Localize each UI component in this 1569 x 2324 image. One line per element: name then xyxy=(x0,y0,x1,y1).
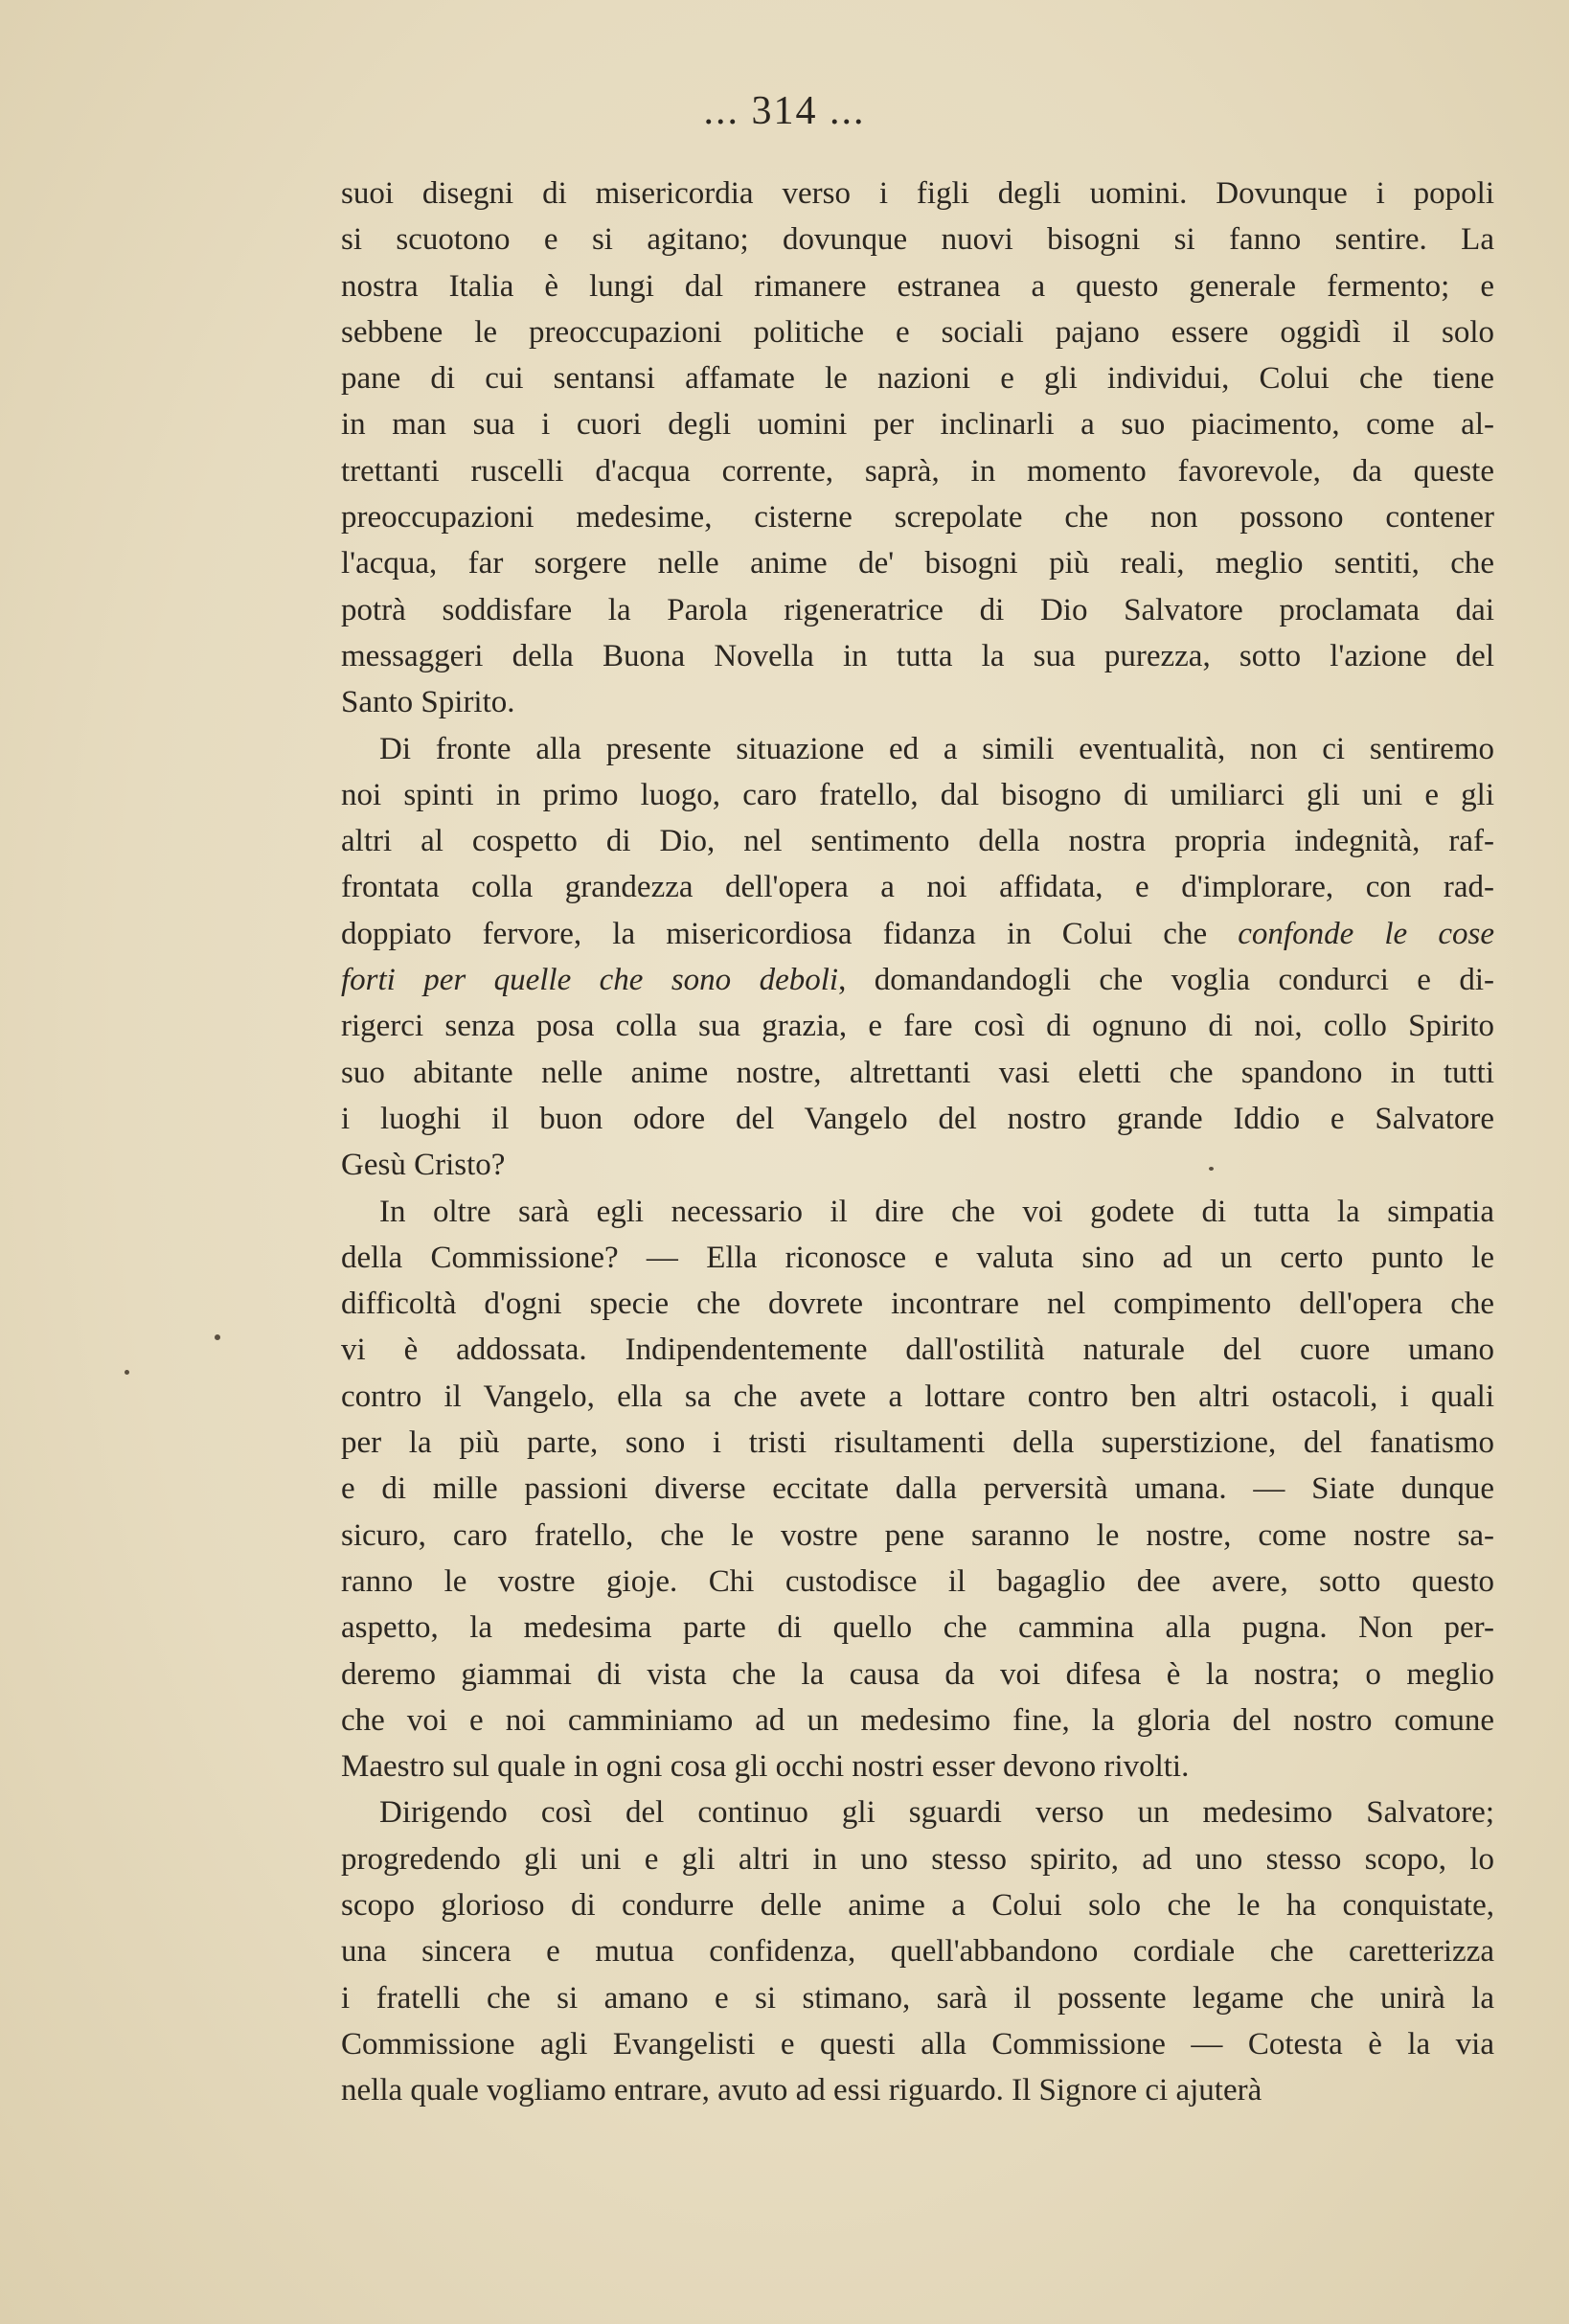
text-line: sicuro, caro fratello, che le vostre pene saranno le nostre, come nostre sa- xyxy=(341,1517,1494,1553)
text-line: nostra Italia è lungi dal rimanere estranea a questo generale fermento; e xyxy=(341,268,1494,304)
text-line: della Commissione? — Ella riconosce e valuta sino ad un certo punto le xyxy=(341,1240,1494,1275)
text-line: frontata colla grandezza dell'opera a noi affidata, e d'implorare, con rad- xyxy=(341,870,1494,905)
text-line: aspetto, la medesima parte di quello che cammina alla pugna. Non per- xyxy=(341,1610,1494,1646)
text-line: e di mille passioni diverse eccitate dalla perversità umana. — Siate dunque xyxy=(341,1471,1494,1507)
text-line: doppiato fervore, la misericordiosa fidanza in Colui che confonde le cose xyxy=(341,916,1494,951)
text-line: forti per quelle che sono deboli, domandandogli che voglia condurci e di- xyxy=(341,963,1494,998)
text-line: i luoghi il buon odore del Vangelo del nostro grande Iddio e Salvatore xyxy=(341,1101,1494,1136)
text-line: Maestro sul quale in ogni cosa gli occhi nostri esser devono rivolti. xyxy=(341,1749,1190,1785)
text-line: suoi disegni di misericordia verso i figli degli uomini. Dovunque i popoli xyxy=(341,176,1494,211)
body-text xyxy=(341,171,1494,2113)
text-line: l'acqua, far sorgere nelle anime de' bisogni più reali, meglio sentiti, che xyxy=(341,546,1494,581)
text-line: trettanti ruscelli d'acqua corrente, saprà, in momento favorevole, da queste xyxy=(341,453,1494,489)
text-line: messaggeri della Buona Novella in tutta la sua purezza, sotto l'azione del xyxy=(341,638,1494,673)
text-line: vi è addossata. Indipendentemente dall'ostilità naturale del cuore umano xyxy=(341,1333,1494,1368)
text-line: in man sua i cuori degli uomini per inclinarli a suo piacimento, come al- xyxy=(341,407,1494,443)
text-line: potrà soddisfare la Parola rigeneratrice di Dio Salvatore proclamata dai xyxy=(341,592,1494,627)
text-line: nella quale vogliamo entrare, avuto ad essi riguardo. Il Signore ci ajuterà xyxy=(341,2073,1262,2108)
text-line: difficoltà d'ogni specie che dovrete incontrare nel compimento dell'opera che xyxy=(341,1287,1494,1322)
text-line: progredendo gli uni e gli altri in uno stesso spirito, ad uno stesso scopo, lo xyxy=(341,1841,1494,1877)
text-line: che voi e noi camminiamo ad un medesimo fine, la gloria del nostro comune xyxy=(341,1702,1494,1738)
paragraph xyxy=(341,726,1494,1189)
text-line: i fratelli che si amano e si stimano, sarà il possente legame che unirà la xyxy=(341,1980,1494,2016)
text-line: si scuotono e si agitano; dovunque nuovi bisogni si fanno sentire. La xyxy=(341,222,1494,258)
text-line: preoccupazioni medesime, cisterne screpolate che non possono contener xyxy=(341,500,1494,535)
text-line: Gesù Cristo? xyxy=(341,1148,506,1183)
text-line: deremo giammai di vista che la causa da voi difesa è la nostra; o meglio xyxy=(341,1656,1494,1692)
text-line: una sincera e mutua confidenza, quell'abbandono cordiale che caretterizza xyxy=(341,1934,1494,1970)
text-line: Commissione agli Evangelisti e questi alla Commissione — Cotesta è la via xyxy=(341,2026,1494,2062)
text-line: suo abitante nelle anime nostre, altrettanti vasi eletti che spandono in tutti xyxy=(341,1055,1494,1090)
text-line: noi spinti in primo luogo, caro fratello, dal bisogno di umiliarci gli uni e gli xyxy=(341,777,1494,812)
text-line: In oltre sarà egli necessario il dire che voi godete di tutta la simpatia xyxy=(379,1194,1494,1229)
text-line: per la più parte, sono i tristi risultamenti della superstizione, del fanatismo xyxy=(341,1425,1494,1461)
text-line: Di fronte alla presente situazione ed a simili eventualità, non ci sentiremo xyxy=(379,731,1494,766)
text-line: pane di cui sentansi affamate le nazioni e gli individui, Colui che tiene xyxy=(341,361,1494,397)
ink-speck xyxy=(125,1370,129,1375)
text-line: sebbene le preoccupazioni politiche e sociali pajano essere oggidì il solo xyxy=(341,314,1494,350)
paragraph xyxy=(341,1189,1494,1790)
text-line: ranno le vostre gioje. Chi custodisce il bagaglio dee avere, sotto questo xyxy=(341,1563,1494,1599)
paragraph xyxy=(341,1789,1494,2113)
text-line: contro il Vangelo, ella sa che avete a lottare contro ben altri ostacoli, i quali xyxy=(341,1378,1494,1414)
paragraph xyxy=(341,171,1494,726)
text-line: rigerci senza posa colla sua grazia, e fare così di ognuno di noi, collo Spirito xyxy=(341,1009,1494,1044)
page-number: ... 314 ... xyxy=(703,89,866,133)
ink-speck xyxy=(1209,1167,1214,1171)
text-line: scopo glorioso di condurre delle anime a Colui solo che le ha conquistate, xyxy=(341,1887,1494,1923)
ink-speck xyxy=(215,1334,220,1340)
text-line: Santo Spirito. xyxy=(341,685,515,720)
text-line: Dirigendo così del continuo gli sguardi verso un medesimo Salvatore; xyxy=(379,1795,1494,1831)
text-line: altri al cospetto di Dio, nel sentimento della nostra propria indegnità, raf- xyxy=(341,824,1494,859)
